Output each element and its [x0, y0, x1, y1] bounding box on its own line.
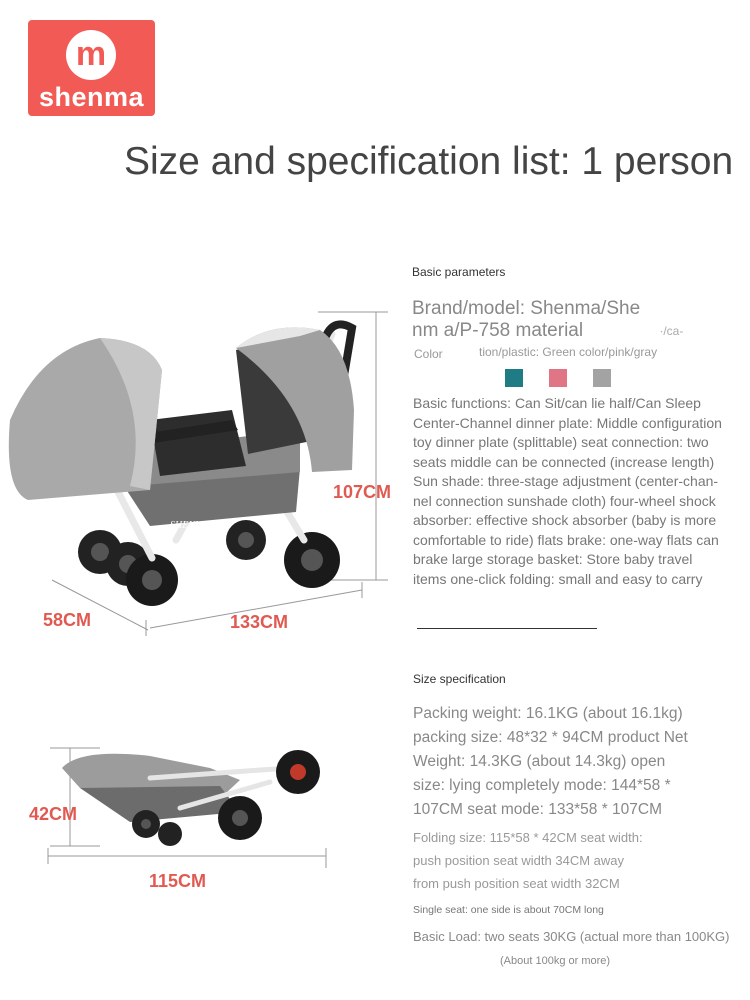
- spec-line: Packing weight: 16.1KG (about 16.1kg): [413, 705, 683, 722]
- stroller-brand-label: SHENMA: [170, 520, 210, 531]
- gray-swatch: [593, 369, 611, 387]
- color-label: Color: [414, 347, 443, 361]
- folded-length-dimension: 115CM: [149, 871, 207, 891]
- spec-line: 107CM seat mode: 133*58 * 107CM: [413, 801, 663, 818]
- spec-line: Weight: 14.3KG (about 14.3kg) open: [413, 753, 666, 770]
- size-spec-main-block: [413, 702, 743, 822]
- basic-load-line: Basic Load: two seats 30KG (actual more than 100KG): [413, 929, 730, 944]
- spec-line: Folding size: 115*58 * 42CM seat width:: [413, 830, 643, 845]
- section-divider: [417, 628, 597, 629]
- width-dimension: 58CM: [43, 610, 92, 630]
- spec-line: brake large storage basket: Store baby travel: [413, 551, 693, 567]
- spec-line: seats middle can be connected (increase length): [413, 453, 715, 470]
- height-dimension: 107CM: [333, 482, 392, 502]
- spec-line: comfortable to ride) flats brake: one-way flats can: [413, 531, 719, 548]
- logo-mark-icon: m: [66, 30, 116, 80]
- single-seat-note: Single seat: one side is about 70CM long: [413, 904, 604, 916]
- green-swatch: [505, 369, 523, 387]
- pink-swatch: [549, 369, 567, 387]
- twin-stroller-image: [0, 290, 410, 650]
- spec-line: Basic functions: Can Sit/can lie half/Can Sleep: [413, 395, 701, 411]
- logo-wordmark: shenma: [38, 82, 145, 112]
- spec-line: nel connection sunshade cloth) four-wheel shock: [413, 492, 716, 509]
- material-colors: tion/plastic: Green color/pink/gray: [479, 345, 658, 359]
- spec-line: Sun shade: three-stage adjustment (center-chan-: [413, 473, 719, 489]
- basic-functions-block: [413, 394, 743, 589]
- spec-line: packing size: 48*32 * 94CM product Net: [413, 729, 688, 746]
- brand-model-line-2: nm a/P-758 material: [412, 320, 584, 341]
- folded-stroller-image: [40, 738, 340, 873]
- about-load-note: (About 100kg or more): [500, 955, 611, 967]
- brand-logo: [28, 20, 155, 116]
- spec-line: items one-click folding: small and easy to carry: [413, 570, 703, 587]
- brand-model-line-1: Brand/model: Shenma/She: [412, 298, 641, 319]
- folded-height-dimension: 42CM: [29, 804, 78, 824]
- length-dimension: 133CM: [230, 612, 289, 632]
- spec-line: from push position seat width 32CM: [413, 876, 620, 891]
- size-specification-heading: Size specification: [413, 672, 506, 686]
- spec-line: toy dinner plate (splittable) seat connection: two: [413, 434, 709, 450]
- folding-size-block: [413, 826, 743, 895]
- spec-line: Center-Channel dinner plate: Middle configuration: [413, 414, 722, 431]
- spec-line: size: lying completely mode: 144*58 *: [413, 777, 671, 794]
- spec-line: push position seat width 34CM away: [413, 853, 625, 868]
- page-title: Size and specification list: 1 person: [124, 140, 734, 183]
- basic-parameters-heading: Basic parameters: [412, 265, 506, 279]
- spec-line: absorber: effective shock absorber (baby is more: [413, 512, 717, 528]
- material-fragment: ∙/ca-: [660, 324, 684, 338]
